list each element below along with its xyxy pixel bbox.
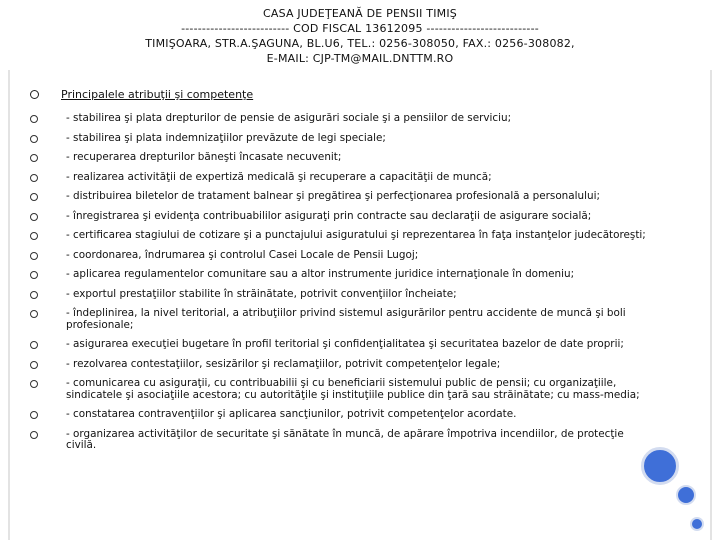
circle-bullet-icon [30,341,38,349]
list-item [30,308,650,331]
list-item-text: - coordonarea, îndrumarea şi controlul Casei Locale de Pensii Lugoj; [66,248,419,261]
header-fiscal-code: -------------------------- COD FISCAL 13612095 --------------------------- [181,22,539,35]
list-item-text: - exportul prestaţiilor stabilite în străinătate, potrivit convenţiilor încheiate; [66,287,457,300]
decorative-circle-medium [676,485,696,505]
list-item-text: - realizarea activităţii de expertiză medicală şi recuperare a capacităţii de muncă; [66,170,492,183]
circle-bullet-icon [30,310,38,318]
list-item-text: - distribuirea biletelor de tratament balnear şi pregătirea şi perfecţionarea profesională a personalului; [66,190,600,202]
list-item [30,339,650,351]
left-frame-line [8,70,10,540]
circle-bullet-icon [30,90,39,99]
list-item [30,211,650,223]
list-item-text: - îndeplinirea, la nivel teritorial, a atribuţiilor privind sistemul asigurărilor pentru accidente de muncă şi boli profesionale; [66,307,626,331]
list-item-text: - organizarea activităţilor de securitate şi sănătate în muncă, de apărare împotriva incendiilor, de protecţie civilă. [66,427,624,451]
section-heading [30,88,253,101]
circle-bullet-icon [30,232,38,240]
list-item-text: - stabilirea şi plata indemnizaţiilor prevăzute de legi speciale; [66,131,386,144]
right-frame-line [710,70,712,540]
list-item-text: - rezolvarea contestaţiilor, sesizărilor şi reclamaţiilor, potrivit competenţelor legale; [66,357,501,370]
list-item-text: - constatarea contravenţiilor şi aplicarea sancţiunilor, potrivit competenţelor acordate. [66,408,517,420]
circle-bullet-icon [30,135,38,143]
list-item-text: - asigurarea execuţiei bugetare în profil teritorial şi confidenţialitatea şi securitatea bazelor de date proprii; [66,338,624,350]
circle-bullet-icon [30,361,38,369]
circle-bullet-icon [30,193,38,201]
circle-bullet-icon [30,291,38,299]
list-item-text: - comunicarea cu asiguraţii, cu contribuabilii şi cu beneficiarii sistemului public de pensii; cu organizaţiile, sindicatele şi asociaţiile acestora; cu autorităţile şi instituţiile publice din ţară sau străinătate; cu mass-media; [66,377,640,401]
circle-bullet-icon [30,115,38,123]
decorative-circle-small [690,517,704,531]
header-address: TIMIŞOARA, STR.A.ŞAGUNA, BL.U6, TEL.: 0256-308050, FAX.: 0256-308082, [145,37,575,50]
list-item-text: - certificarea stagiului de cotizare şi a punctajului asiguratului şi reprezentarea în faţa instanţelor judecătoreşti; [66,229,646,241]
list-item [30,113,650,125]
circle-bullet-icon [30,431,38,439]
document-header [0,6,720,66]
list-item [30,250,650,262]
list-item [30,359,650,371]
list-item [30,230,650,242]
circle-bullet-icon [30,252,38,260]
section-title: Principalele atribuţii şi competenţe [61,88,254,101]
list-item [30,152,650,164]
list-item-text: - recuperarea drepturilor băneşti încasate necuvenit; [66,151,342,163]
list-item [30,191,650,203]
list-item [30,289,650,301]
list-item-text: - stabilirea şi plata drepturilor de pensie de asigurări sociale şi a pensiilor de serviciu; [66,112,512,124]
circle-bullet-icon [30,380,38,388]
decorative-circle-large [641,447,679,485]
list-item [30,269,650,281]
circle-bullet-icon [30,271,38,279]
list-item-text: - aplicarea regulamentelor comunitare sau a altor instrumente juridice internaţionale în domeniu; [66,268,575,280]
list-item-text: - înregistrarea şi evidenţa contribuabililor asiguraţi prin contracte sau declaraţii de asigurare socială; [66,209,592,222]
header-institution-name: CASA JUDEŢEANĂ DE PENSII TIMIŞ [263,7,457,20]
circle-bullet-icon [30,213,38,221]
circle-bullet-icon [30,154,38,162]
circle-bullet-icon [30,174,38,182]
list-item [30,409,650,421]
duties-list [30,113,650,460]
list-item [30,378,650,401]
list-item [30,172,650,184]
list-item [30,429,650,452]
list-item [30,133,650,145]
header-email: E-MAIL: CJP-TM@MAIL.DNTTM.RO [266,52,454,65]
circle-bullet-icon [30,411,38,419]
